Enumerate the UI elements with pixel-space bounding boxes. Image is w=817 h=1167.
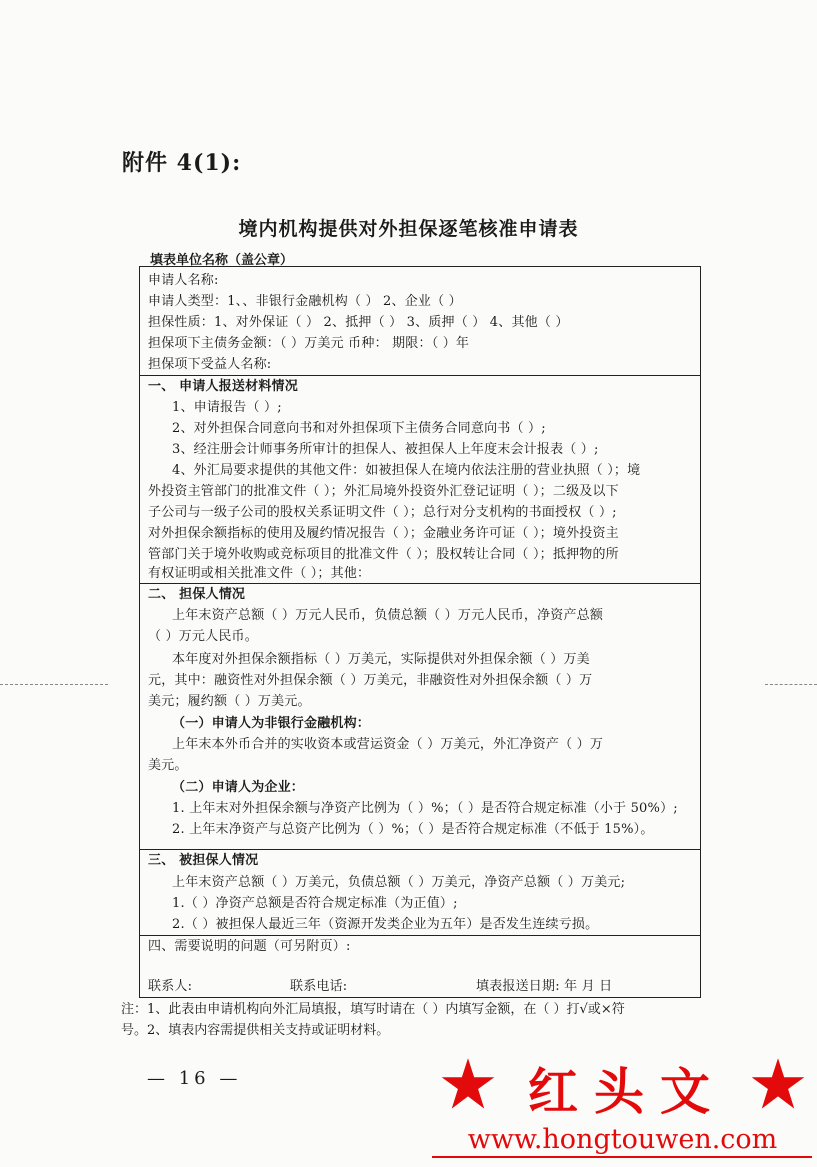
watermark-url: www.hongtouwen.com (467, 1124, 778, 1155)
site-watermark (428, 1050, 817, 1167)
section1-item: 子公司与一级子公司的股权关系证明文件（ ）；总行对分支机构的书面授权（ ）; (148, 505, 617, 520)
section2-line: 美元；履约额（ ）万美元。 (148, 694, 311, 709)
section1-heading: 一、 申请人报送材料情况 (148, 379, 298, 394)
watermark-text: 红头文 (528, 1062, 726, 1121)
section1-item: 对外担保余额指标的使用及履约情况报告（ ）；金融业务许可证（ ）；境外投资主 (148, 526, 619, 541)
scan-edge-mark-right (765, 684, 817, 685)
applicant-name-field: 申请人名称: (148, 273, 219, 288)
star-icon (440, 1056, 496, 1112)
page-number: — 16 — (147, 1068, 242, 1089)
section2-line: 上年末资产总额（ ）万元人民币，负债总额（ ）万元人民币，净资产总额 (172, 608, 604, 623)
section-divider (140, 583, 700, 584)
guarantee-nature-field: 担保性质：1、对外保证（ ） 2、抵押（ ） 3、质押（ ） 4、其他（ ） (148, 315, 569, 330)
section2-line: （ ）万元人民币。 (148, 629, 258, 644)
debt-amount-field: 担保项下主债务金额：（ ）万美元 币种： 期限：（ ）年 (148, 336, 470, 351)
form-title: 境内机构提供对外担保逐笔核准申请表 (238, 218, 579, 240)
section2-line: 美元。 (148, 758, 188, 773)
beneficiary-name-field: 担保项下受益人名称: (148, 357, 272, 372)
section1-item: 管部门关于境外收购或竞标项目的批准文件（ ）；股权转让合同（ ）；抵押物的所 (148, 547, 619, 562)
section1-item: 2、对外担保合同意向书和对外担保项下主债务合同意向书（ ）; (172, 421, 546, 436)
section1-item: 外投资主管部门的批准文件（ ）；外汇局境外投资外汇登记证明（ ）；二级及以下 (148, 484, 619, 499)
section-divider (140, 375, 700, 376)
section2-line: 1. 上年末对外担保余额与净资产比例为（ ）%；（ ）是否符合规定标准（小于 50%）; (172, 801, 678, 816)
section2-heading: 二、 担保人情况 (148, 587, 246, 602)
section2-subheading-bank: （一）申请人为非银行金融机构： (172, 716, 371, 731)
section2-subheading-enterprise: （二）申请人为企业： (172, 780, 305, 795)
applicant-type-field: 申请人类型：1、、非银行金融机构（ ） 2、企业（ ） (148, 294, 462, 309)
section1-item: 4、外汇局要求提供的其他文件：如被担保人在境内依法注册的营业执照（ ）；境 (172, 463, 641, 478)
section1-item: 1、申请报告（ ）; (172, 400, 282, 415)
section4-heading: 四、需要说明的问题（可另附页）: (148, 939, 351, 954)
application-form-table (139, 266, 701, 998)
section1-item: 3、经注册会计师事务所审计的担保人、被担保人上年度末会计报表（ ）; (172, 442, 599, 457)
section-divider (140, 849, 700, 850)
section3-line: 1.（ ）净资产总额是否符合规定标准（为正值）; (172, 896, 458, 911)
scan-edge-mark-left (0, 684, 108, 685)
section2-line: 元，其中：融资性对外担保余额（ ）万美元，非融资性对外担保余额（ ）万 (148, 673, 593, 688)
section3-line: 2.（ ）被担保人最近三年（资源开发类企业为五年）是否发生连续亏损。 (172, 917, 599, 932)
star-icon (750, 1056, 806, 1112)
section2-line: 2. 上年末净资产与总资产比例为（ ）%；（ ）是否符合规定标准（不低于 15%）。 (172, 822, 654, 837)
form-note: 号。2、填表内容需提供相关支持或证明材料。 (121, 1023, 390, 1038)
section3-heading: 三、 被担保人情况 (148, 853, 259, 868)
section3-line: 上年末资产总额（ ）万美元，负债总额（ ）万美元，净资产总额（ ）万美元; (172, 875, 626, 890)
attachment-label: 附件 4(1): (122, 150, 242, 176)
watermark-underline (432, 1156, 812, 1158)
contact-person-label: 联系人: (148, 979, 193, 994)
form-note: 注：1、此表由申请机构向外汇局填报，填写时请在（ ）内填写金额，在（ ）打√或×符 (121, 1002, 625, 1017)
section-divider (140, 935, 700, 936)
section1-item: 有权证明或相关批准文件（ ）；其他： (148, 566, 371, 581)
unit-name-label: 填表单位名称（盖公章） (150, 253, 294, 268)
section2-line: 本年度对外担保余额指标（ ）万美元，实际提供对外担保余额（ ）万美 (172, 652, 590, 667)
submission-date-label: 填表报送日期: 年 月 日 (476, 979, 613, 994)
contact-phone-label: 联系电话: (290, 979, 348, 994)
section2-line: 上年末本外币合并的实收资本或营运资金（ ）万美元，外汇净资产（ ）万 (172, 737, 604, 752)
